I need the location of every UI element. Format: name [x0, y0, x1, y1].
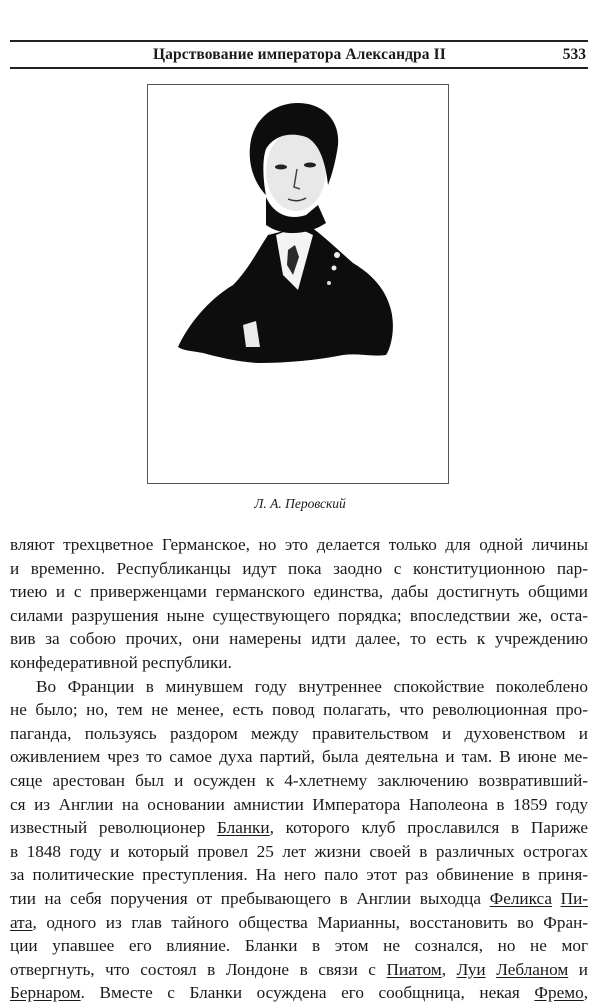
page-number: 533	[562, 46, 586, 63]
text-segment: ся из Англии на основании амнистии Императора Наполеона в 1859 году	[10, 794, 588, 814]
text-line	[10, 533, 588, 557]
text-line	[10, 580, 588, 604]
header-rule-top	[10, 40, 588, 42]
text-segment: отвергнуть, что состоял в Лондоне в связи с	[10, 959, 387, 979]
text-segment: и	[568, 959, 588, 979]
figure-caption: Л. А. Перовский	[254, 496, 346, 511]
running-title: Царствование императора Александра II	[153, 46, 446, 63]
text-line	[10, 604, 588, 628]
text-line	[10, 887, 588, 911]
hyperlink-name[interactable]: Лебланом	[496, 959, 569, 979]
text-line	[10, 863, 588, 887]
portrait-image	[148, 85, 448, 483]
text-segment: вляют трехцветное Германское, но это делается только для одной личины	[10, 535, 588, 554]
header-rule-bottom	[10, 67, 588, 69]
text-segment: ,	[441, 959, 457, 979]
text-segment: вив за собою прочих, они намерены идти далее, то есть к учреждению	[10, 629, 588, 649]
text-segment: . Вместе с Бланки осуждена его сообщница, некая	[80, 983, 535, 1003]
hyperlink-name[interactable]: Бланки	[217, 818, 270, 838]
text-segment: тии на себя поручения от пребывающего в Англии выходца	[10, 888, 490, 908]
hyperlink-name[interactable]: ата	[10, 912, 33, 932]
text-line	[10, 769, 588, 793]
portrait-figure	[147, 84, 449, 484]
text-segment: ции упавшее его влияние. Бланки в этом не сознался, но не мог	[10, 936, 588, 956]
body-text	[10, 533, 588, 1005]
text-segment: за политические преступления. На него пало этот раз обвинение в приня-	[10, 865, 588, 885]
text-line	[10, 840, 588, 864]
text-segment: паганда, пользуясь раздором между правительством и духовенством и	[10, 723, 588, 743]
text-segment: не было; но, тем не менее, есть повод полагать, что революционная про-	[10, 700, 588, 720]
text-segment: тиею и с приверженцами германского единства, дабы достигнуть общими	[10, 582, 588, 602]
text-line	[10, 745, 588, 769]
text-segment: известный революционер	[10, 818, 218, 838]
text-line	[10, 627, 588, 651]
hyperlink-name[interactable]: Пиатом	[386, 959, 442, 979]
hyperlink-name[interactable]: Фремо	[534, 983, 584, 1003]
text-line	[10, 981, 588, 1005]
text-segment: , одного из глав тайного общества Марианны, восстановить во Фран-	[32, 912, 588, 932]
hyperlink-name[interactable]: Феликса	[489, 888, 553, 908]
text-segment: в 1848 году и который провел 25 лет жизни своей в различных острогах	[10, 841, 588, 861]
hyperlink-name[interactable]: Луи	[456, 959, 486, 979]
text-segment: конфедеративной республики.	[10, 652, 232, 672]
text-line	[10, 651, 588, 675]
text-line	[10, 816, 588, 840]
running-head	[10, 44, 588, 66]
hyperlink-name[interactable]: Бернаром	[10, 983, 81, 1003]
text-segment	[552, 889, 561, 908]
text-line	[10, 722, 588, 746]
text-segment: ,	[583, 983, 588, 1003]
text-segment: Во Франции в минувшем году внутреннее спокойствие поколеблено	[36, 676, 588, 696]
text-line	[10, 698, 588, 722]
text-segment: , которого клуб прославился в Париже	[269, 818, 588, 838]
text-segment: оживлением чрез то самое духа партий, была деятельна и там. В июне ме-	[10, 747, 588, 767]
hyperlink-name[interactable]: Пи-	[560, 888, 588, 908]
text-line	[10, 675, 588, 699]
text-line	[10, 958, 588, 982]
text-segment: силами разрушения ныне существующего порядка; впоследствии же, оста-	[10, 605, 588, 625]
text-line	[10, 934, 588, 958]
text-segment: сяце арестован был и осужден к 4-хлетнему заключению возвративший-	[10, 770, 588, 790]
text-line	[10, 557, 588, 581]
text-line	[10, 911, 588, 935]
text-line	[10, 793, 588, 817]
text-segment: и временно. Республиканцы идут пока заодно с конституционною пар-	[10, 558, 588, 578]
